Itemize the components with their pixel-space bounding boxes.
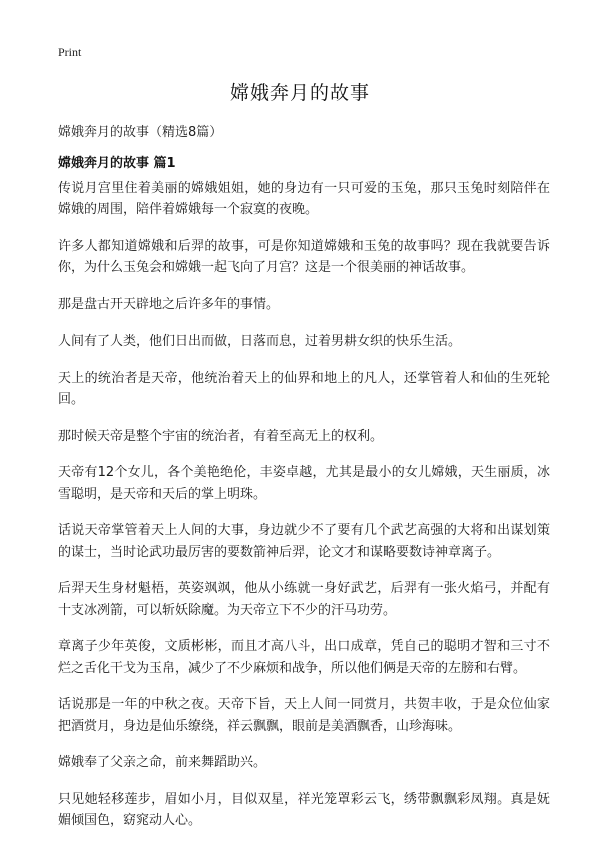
paragraph: 那时候天帝是整个宇宙的统治者，有着至高无上的权利。 bbox=[58, 428, 384, 444]
page-title: 嫦娥奔月的故事 bbox=[229, 82, 370, 104]
paragraph: 嫦娥奉了父亲之命，前来舞蹈助兴。 bbox=[58, 755, 267, 771]
paragraph: 传说月宫里住着美丽的嫦娥姐姐，她的身边有一只可爱的玉兔，那只玉兔时刻陪伴在嫦娥的周围，陪伴着嫦娥每一个寂寞的夜晚。 bbox=[58, 181, 550, 218]
paragraph: 章离子少年英俊，文质彬彬，而且才高八斗，出口成章，凭自己的聪明才智和三寸不烂之舌化干戈为玉帛，减少了不少麻烦和战争，所以他们俩是天帝的左膀和右臂。 bbox=[58, 639, 550, 676]
paragraph: 天上的统治者是天帝，他统治着天上的仙界和地上的凡人，还掌管着人和仙的生死轮回。 bbox=[58, 370, 550, 407]
article-body bbox=[58, 178, 550, 847]
paragraph: 那是盘古开天辟地之后许多年的事情。 bbox=[58, 297, 280, 312]
paragraph: 人间有了人类，他们日出而做，日落而息，过着男耕女织的快乐生活。 bbox=[58, 333, 462, 349]
section-heading: 嫦娥奔月的故事 篇1 bbox=[58, 156, 176, 171]
paragraph: 后羿天生身材魁梧，英姿飒飒，他从小练就一身好武艺，后羿有一张火焰弓，并配有十支冰冽箭，可以斩妖除魔。为天帝立下不少的汗马功劳。 bbox=[58, 581, 550, 618]
paragraph: 话说那是一年的中秋之夜。天帝下旨，天上人间一同赏月，共贺丰收，于是众位仙家把酒赏月，身边是仙乐缭绕，祥云飘飘，眼前是美酒飘香，山珍海味。 bbox=[58, 697, 550, 734]
paragraph: 许多人都知道嫦娥和后羿的故事，可是你知道嫦娥和玉兔的故事吗？现在我就要告诉你，为什么玉兔会和嫦娥一起飞向了月宫？这是一个很美丽的神话故事。 bbox=[58, 239, 550, 276]
document-subtitle: 嫦娥奔月的故事（精选8篇） bbox=[58, 125, 223, 140]
paragraph: 话说天帝掌管着天上人间的大事，身边就少不了要有几个武艺高强的大将和出谋划策的谋士，当时论武功最厉害的要数箭神后羿，论文才和谋略要数诗神章离子。 bbox=[58, 523, 550, 560]
paragraph: 只见她轻移莲步，眉如小月，目似双星，祥光笼罩彩云飞，绣带飘飘彩凤翔。真是妩媚倾国色，窈窕动人心。 bbox=[58, 792, 550, 829]
print-link[interactable]: Print bbox=[58, 45, 82, 59]
paragraph: 天帝有12个女儿，各个美艳绝伦，丰姿卓越，尤其是最小的女儿嫦娥，天生丽质，冰雪聪明，是天帝和天后的掌上明珠。 bbox=[58, 465, 550, 502]
